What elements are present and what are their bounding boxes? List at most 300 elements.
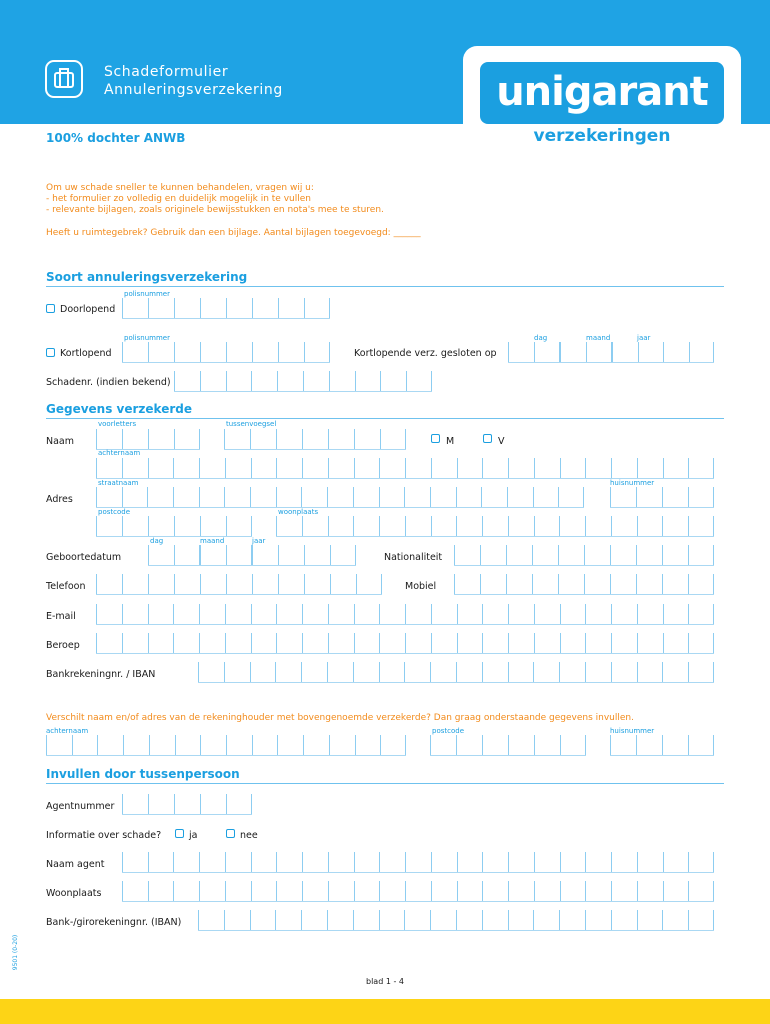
input-cell-divider [251,852,252,872]
input-cell-divider [275,910,276,930]
input-cell-divider [122,604,123,624]
input-cell-divider [481,487,482,507]
input-cell-divider [353,662,354,682]
field-caption: polisnummer [124,334,170,342]
input-cell-divider [353,910,354,930]
input-cell-divider [533,910,534,930]
informatie-ja-checkbox[interactable] [175,829,184,838]
input-cell-divider [637,881,638,901]
input-cell-divider [430,662,431,682]
input-cell-divider [508,881,509,901]
input-cell-divider [251,881,252,901]
input-cell-divider [328,852,329,872]
input-cell-divider [122,516,123,536]
input-cell-divider [663,604,664,624]
input-cell-divider [148,429,149,449]
kortlopend-label: Kortlopend [60,348,112,359]
gesloten-jaar-input[interactable] [612,342,714,363]
intro-line: - relevante bijlagen, zoals originele bewijsstukken en nota's mee te sturen. [46,205,384,215]
input-cell-divider [508,662,509,682]
gender-v-radio[interactable] [483,434,492,443]
input-cell-divider [96,516,97,536]
input-cell-divider [637,458,638,478]
input-cell-divider [688,604,689,624]
input-cell-divider [354,852,355,872]
input-cell-divider [250,487,251,507]
geboorte-dag-input[interactable] [148,545,200,566]
input-cell-divider [225,633,226,653]
input-cell-divider [226,516,227,536]
input-cell-divider [96,458,97,478]
input-cell-divider [663,633,664,653]
input-cell-divider [688,516,689,536]
input-cell-divider [173,458,174,478]
input-cell-divider [276,633,277,653]
input-cell-divider [251,516,252,536]
input-cell-divider [149,735,150,755]
input-cell-divider [123,735,124,755]
email-label: E-mail [46,611,76,622]
agentnummer-label: Agentnummer [46,801,115,812]
input-cell-divider [174,298,175,318]
input-cell-divider [303,371,304,391]
input-cell-divider [354,429,355,449]
input-cell-divider [301,662,302,682]
input-cell-divider [276,881,277,901]
geboorte-maand-input[interactable] [200,545,252,566]
polisnummer-kortlopend-input[interactable] [122,342,330,363]
schadenr-input[interactable] [174,371,432,392]
input-cell-divider [532,574,533,594]
input-cell-divider [558,574,559,594]
input-cell-divider [174,794,175,814]
input-cell-divider [72,735,73,755]
agent-woonplaats-input[interactable] [122,881,714,902]
naam-agent-input[interactable] [122,852,714,873]
input-cell-divider [278,545,279,565]
field-caption: tussenvoegsel [226,420,277,428]
input-cell-divider [585,735,586,755]
input-cell-divider [637,852,638,872]
input-cell-divider [611,516,612,536]
input-cell-divider [173,604,174,624]
input-cell-divider [454,574,455,594]
input-cell-divider [482,881,483,901]
input-cell-divider [200,574,201,594]
field-caption: huisnummer [610,727,655,735]
input-cell-divider [713,735,714,755]
input-cell-divider [457,633,458,653]
holder-huisnummer-input[interactable] [610,735,714,756]
input-cell-divider [379,458,380,478]
input-cell-divider [353,487,354,507]
input-cell-divider [508,735,509,755]
achternaam-input[interactable] [96,458,714,479]
input-cell-divider [225,458,226,478]
agentnummer-input[interactable] [122,794,252,815]
postcode-input[interactable] [96,516,252,537]
input-cell-divider [226,735,227,755]
input-cell-divider [713,852,714,872]
input-cell-divider [688,662,689,682]
input-cell-divider [122,342,123,362]
field-caption: jaar [252,537,266,545]
field-caption: huisnummer [610,479,655,487]
input-cell-divider [148,881,149,901]
input-cell-divider [583,487,584,507]
divider [46,418,724,419]
polisnummer-doorlopend-input[interactable] [122,298,330,319]
input-cell-divider [250,662,251,682]
input-cell-divider [355,735,356,755]
input-cell-divider [252,298,253,318]
logo-subtitle: verzekeringen [533,126,671,146]
input-cell-divider [482,662,483,682]
input-cell-divider [456,910,457,930]
input-cell-divider [506,545,507,565]
input-cell-divider [534,735,535,755]
input-cell-divider [302,852,303,872]
input-cell-divider [454,545,455,565]
input-cell-divider [457,604,458,624]
input-cell-divider [354,458,355,478]
account-holder-note: Verschilt naam en/of adres van de rekeninghouder met bovengenoemde verzekerde? Dan graag onderstaande gegevens invullen. [46,713,634,723]
input-cell-divider [355,545,356,565]
kortlopend-checkbox[interactable] [46,348,55,357]
tagline: 100% dochter ANWB [46,131,186,145]
nationaliteit-label: Nationaliteit [384,552,443,563]
input-cell-divider [380,735,381,755]
input-cell-divider [329,371,330,391]
voorletters-input[interactable] [96,429,200,450]
input-cell-divider [405,458,406,478]
input-cell-divider [560,881,561,901]
telefoon-input[interactable] [96,574,382,595]
input-cell-divider [689,342,690,362]
input-cell-divider [688,852,689,872]
gender-m-label: M [446,436,455,447]
input-cell-divider [199,458,200,478]
input-cell-divider [585,910,586,930]
input-cell-divider [636,487,637,507]
input-cell-divider [276,516,277,536]
input-cell-divider [430,487,431,507]
informatie-nee-checkbox[interactable] [226,829,235,838]
naam-agent-label: Naam agent [46,859,105,870]
input-cell-divider [200,516,201,536]
input-cell-divider [250,429,251,449]
input-cell-divider [328,604,329,624]
input-cell-divider [584,574,585,594]
input-cell-divider [559,516,560,536]
input-cell-divider [507,487,508,507]
input-cell-divider [637,633,638,653]
input-cell-divider [713,633,714,653]
input-cell-divider [611,881,612,901]
input-cell-divider [688,545,689,565]
input-cell-divider [662,735,663,755]
input-cell-divider [96,487,97,507]
holder-postcode-input[interactable] [430,735,586,756]
input-cell-divider [560,342,561,362]
input-cell-divider [406,371,407,391]
input-cell-divider [611,910,612,930]
input-cell-divider [174,371,175,391]
input-cell-divider [96,633,97,653]
gesloten-label: Kortlopende verz. gesloten op [354,348,497,359]
input-cell-divider [379,516,380,536]
input-cell-divider [174,545,175,565]
input-cell-divider [534,881,535,901]
input-cell-divider [380,371,381,391]
input-cell-divider [226,545,227,565]
input-cell-divider [534,342,535,362]
input-cell-divider [663,881,664,901]
input-cell-divider [276,429,277,449]
input-cell-divider [96,574,97,594]
input-cell-divider [431,458,432,478]
iban-input[interactable] [198,662,714,683]
input-cell-divider [533,662,534,682]
input-cell-divider [122,852,123,872]
agent-woonplaats-label: Woonplaats [46,888,102,899]
input-cell-divider [353,516,354,536]
input-cell-divider [405,429,406,449]
input-cell-divider [330,545,331,565]
input-cell-divider [508,633,509,653]
input-cell-divider [585,881,586,901]
input-cell-divider [379,852,380,872]
input-cell-divider [662,574,663,594]
input-cell-divider [379,662,380,682]
input-cell-divider [431,516,432,536]
input-cell-divider [148,458,149,478]
beroep-input[interactable] [96,633,714,654]
input-cell-divider [638,342,639,362]
field-caption: dag [534,334,548,342]
input-cell-divider [122,298,123,318]
input-cell-divider [379,604,380,624]
informatie-label: Informatie over schade? [46,830,162,841]
input-cell-divider [252,735,253,755]
tussenvoegsel-input[interactable] [224,429,406,450]
input-cell-divider [405,633,406,653]
geboorte-jaar-input[interactable] [252,545,356,566]
woonplaats-input[interactable] [276,516,714,537]
input-cell-divider [457,852,458,872]
input-cell-divider [431,633,432,653]
mobiel-label: Mobiel [405,581,437,592]
input-cell-divider [713,545,714,565]
input-cell-divider [251,458,252,478]
input-cell-divider [457,881,458,901]
input-cell-divider [302,516,303,536]
input-cell-divider [199,633,200,653]
beroep-label: Beroep [46,640,80,651]
input-cell-divider [147,487,148,507]
input-cell-divider [534,458,535,478]
section-title: Soort annuleringsverzekering [46,270,248,284]
section-title: Gegevens verzekerde [46,402,192,416]
input-cell-divider [688,574,689,594]
input-cell-divider [148,516,149,536]
input-cell-divider [198,662,199,682]
input-cell-divider [251,604,252,624]
input-cell-divider [328,458,329,478]
input-cell-divider [96,604,97,624]
input-cell-divider [405,735,406,755]
input-cell-divider [610,487,611,507]
input-cell-divider [173,881,174,901]
input-cell-divider [97,735,98,755]
input-cell-divider [303,735,304,755]
doorlopend-checkbox[interactable] [46,304,55,313]
input-cell-divider [328,516,329,536]
input-cell-divider [276,604,277,624]
input-cell-divider [199,429,200,449]
straatnaam-input[interactable] [96,487,584,508]
input-cell-divider [610,735,611,755]
input-cell-divider [327,487,328,507]
input-cell-divider [636,735,637,755]
input-cell-divider [354,881,355,901]
input-cell-divider [122,881,123,901]
input-cell-divider [356,574,357,594]
huisnummer-input[interactable] [610,487,714,508]
gesloten-dag-input[interactable] [508,342,560,363]
input-cell-divider [354,633,355,653]
input-cell-divider [226,342,227,362]
input-cell-divider [226,574,227,594]
input-cell-divider [226,794,227,814]
input-cell-divider [148,298,149,318]
input-cell-divider [304,545,305,565]
input-cell-divider [173,852,174,872]
input-cell-divider [224,910,225,930]
input-cell-divider [122,487,123,507]
input-cell-divider [252,545,253,565]
input-cell-divider [277,371,278,391]
input-cell-divider [200,298,201,318]
input-cell-divider [354,604,355,624]
input-cell-divider [405,516,406,536]
input-cell-divider [560,458,561,478]
footer-band [0,999,770,1024]
input-cell-divider [252,574,253,594]
nationaliteit-input[interactable] [454,545,714,566]
input-cell-divider [508,458,509,478]
input-cell-divider [456,487,457,507]
intro-line: Om uw schade sneller te kunnen behandelen, vragen wij u: [46,183,314,193]
input-cell-divider [175,735,176,755]
input-cell-divider [200,545,201,565]
input-cell-divider [508,342,509,362]
input-cell-divider [276,852,277,872]
iban-label: Bankrekeningnr. / IBAN [46,669,156,680]
input-cell-divider [585,852,586,872]
input-cell-divider [148,342,149,362]
input-cell-divider [200,342,201,362]
input-cell-divider [610,574,611,594]
input-cell-divider [404,662,405,682]
input-cell-divider [456,516,457,536]
adres-label: Adres [46,494,73,505]
input-cell-divider [405,604,406,624]
input-cell-divider [482,633,483,653]
input-cell-divider [713,910,714,930]
input-cell-divider [302,633,303,653]
input-cell-divider [148,633,149,653]
input-cell-divider [637,604,638,624]
gender-m-radio[interactable] [431,434,440,443]
input-cell-divider [379,487,380,507]
input-cell-divider [663,342,664,362]
input-cell-divider [199,881,200,901]
input-cell-divider [330,574,331,594]
gesloten-maand-input[interactable] [560,342,612,363]
holder-achternaam-input[interactable] [46,735,406,756]
input-cell-divider [404,487,405,507]
doorlopend-label: Doorlopend [60,304,116,315]
input-cell-divider [430,910,431,930]
input-cell-divider [148,574,149,594]
input-cell-divider [560,604,561,624]
input-cell-divider [327,662,328,682]
input-cell-divider [251,371,252,391]
input-cell-divider [610,545,611,565]
field-caption: dag [150,537,164,545]
input-cell-divider [304,574,305,594]
input-cell-divider [662,545,663,565]
input-cell-divider [558,487,559,507]
agent-iban-input[interactable] [198,910,714,931]
input-cell-divider [637,662,638,682]
input-cell-divider [276,487,277,507]
input-cell-divider [199,487,200,507]
input-cell-divider [688,487,689,507]
input-cell-divider [534,516,535,536]
input-cell-divider [482,735,483,755]
field-caption: postcode [98,508,130,516]
gender-v-label: V [498,436,505,447]
input-cell-divider [431,852,432,872]
input-cell-divider [636,574,637,594]
input-cell-divider [122,574,123,594]
mobiel-input[interactable] [454,574,714,595]
input-cell-divider [534,633,535,653]
input-cell-divider [328,633,329,653]
input-cell-divider [430,735,431,755]
geboortedatum-label: Geboortedatum [46,552,122,563]
input-cell-divider [278,298,279,318]
attachments-note: Heeft u ruimtegebrek? Gebruik dan een bijlage. Aantal bijlagen toegevoegd: ______ [46,228,421,238]
field-caption: straatnaam [98,479,139,487]
input-cell-divider [199,604,200,624]
input-cell-divider [174,429,175,449]
input-cell-divider [122,429,123,449]
input-cell-divider [713,574,714,594]
input-cell-divider [329,342,330,362]
input-cell-divider [560,852,561,872]
input-cell-divider [482,852,483,872]
email-input[interactable] [96,604,714,625]
input-cell-divider [457,458,458,478]
page-number: blad 1 - 4 [366,977,404,986]
input-cell-divider [688,458,689,478]
input-cell-divider [585,516,586,536]
input-cell-divider [278,342,279,362]
intro-line: - het formulier zo volledig en duidelijk mogelijk in te vullen [46,194,311,204]
